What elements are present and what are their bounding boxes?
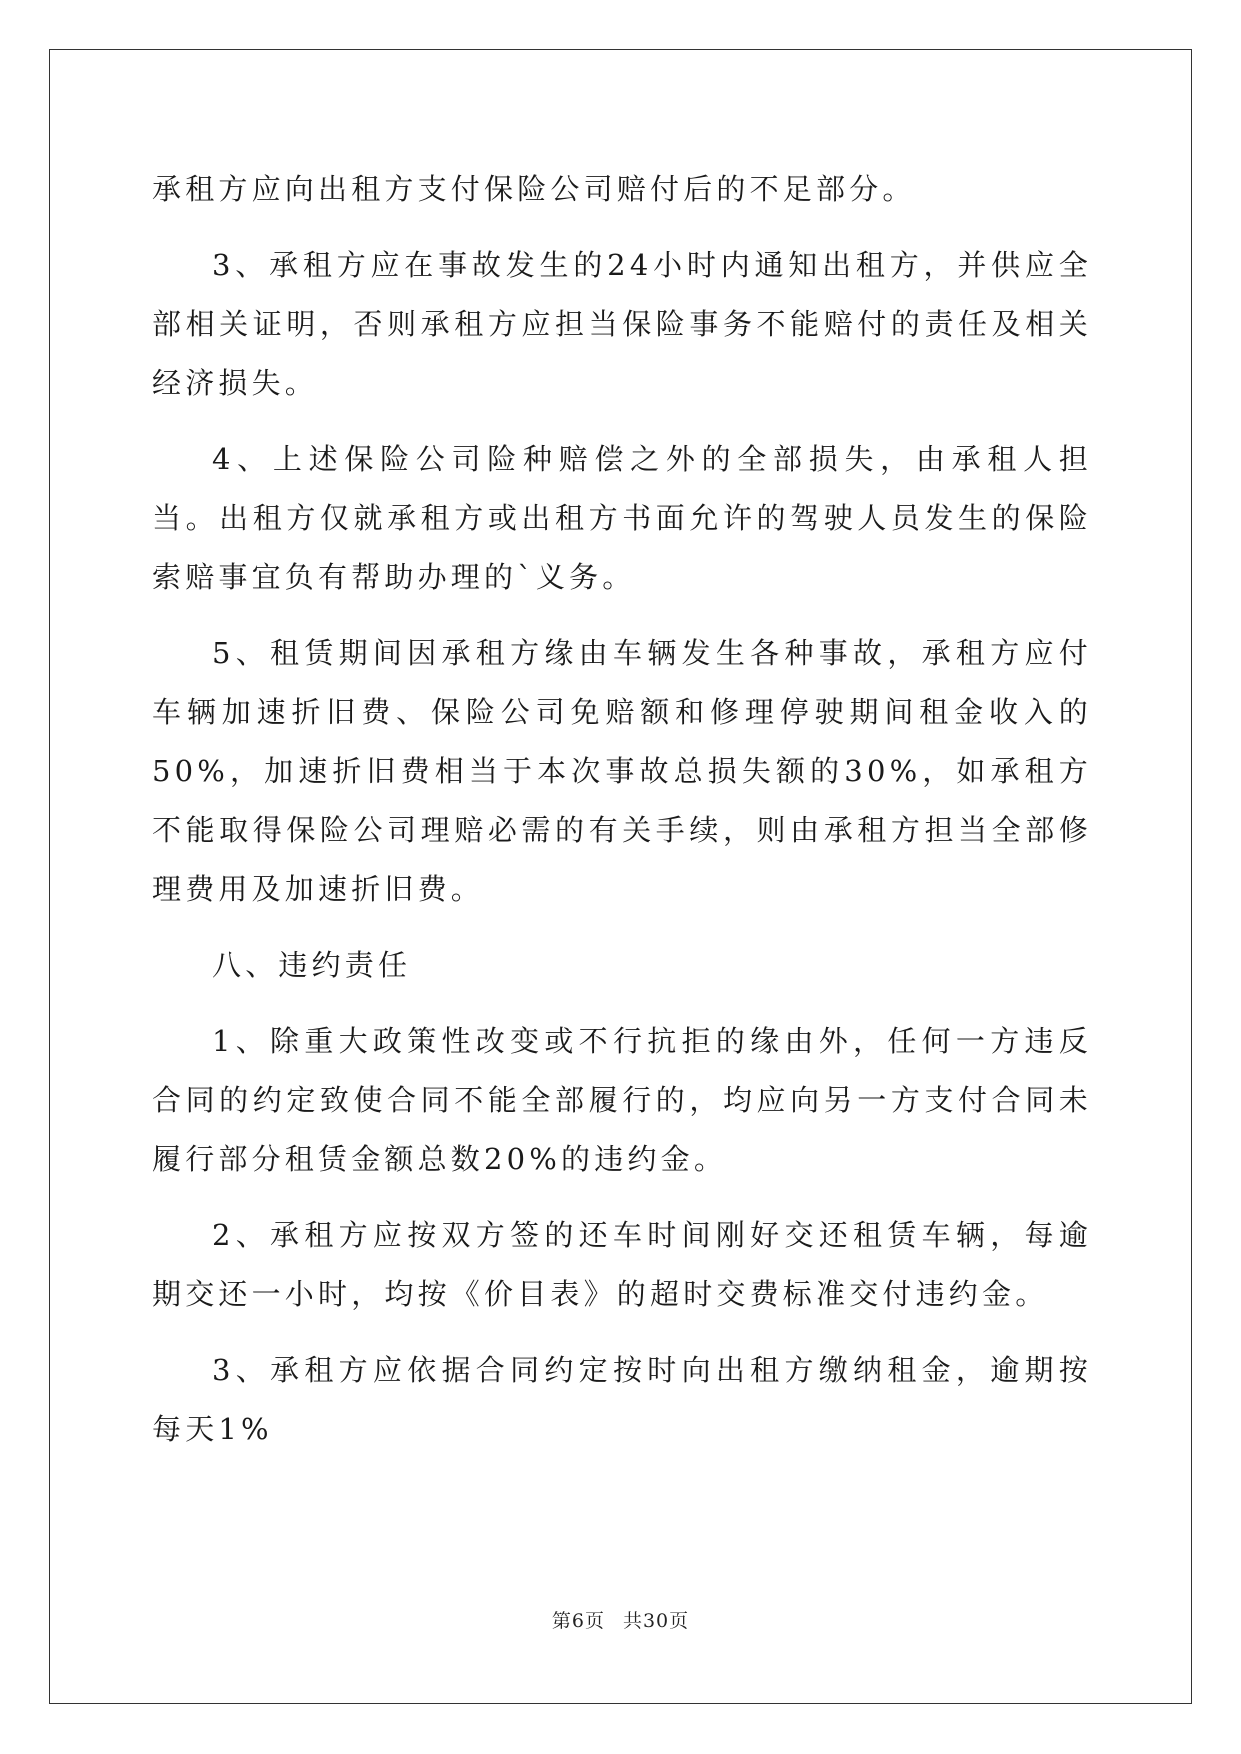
page-footer xyxy=(0,1606,1241,1633)
document-body xyxy=(152,160,1092,1476)
paragraph-clause-3: 3、承租方应在事故发生的24小时内通知出租方，并供应全部相关证明，否则承租方应担当保险事务不能赔付的责任及相关经济损失。 xyxy=(152,248,1092,400)
page-total: 共30页 xyxy=(622,1610,690,1632)
paragraph-breach-2: 2、承租方应按双方签的还车时间刚好交还租赁车辆，每逾期交还一小时，均按《价目表》的超时交费标准交付违约金。 xyxy=(152,1218,1092,1311)
paragraph-continuation: 承租方应向出租方支付保险公司赔付后的不足部分。 xyxy=(152,172,916,206)
paragraph-clause-4: 4、上述保险公司险种赔偿之外的全部损失，由承租人担当。出租方仅就承租方或出租方书面允许的驾驶人员发生的保险索赔事宜负有帮助办理的`义务。 xyxy=(152,442,1092,594)
paragraph-clause-5: 5、租赁期间因承租方缘由车辆发生各种事故，承租方应付车辆加速折旧费、保险公司免赔额和修理停驶期间租金收入的50%，加速折旧费相当于本次事故总损失额的30%，如承租方不能取得保险公司理赔必需的有关手续，则由承租方担当全部修理费用及加速折旧费。 xyxy=(152,636,1092,906)
page-number: 第6页 xyxy=(551,1610,605,1632)
paragraph-breach-3: 3、承租方应依据合同约定按时向出租方缴纳租金，逾期按每天1% xyxy=(152,1353,1092,1446)
section-heading-breach-liability: 八、违约责任 xyxy=(212,948,412,982)
paragraph-breach-1: 1、除重大政策性改变或不行抗拒的缘由外，任何一方违反合同的约定致使合同不能全部履行的，均应向另一方支付合同未履行部分租赁金额总数20%的违约金。 xyxy=(152,1024,1092,1176)
